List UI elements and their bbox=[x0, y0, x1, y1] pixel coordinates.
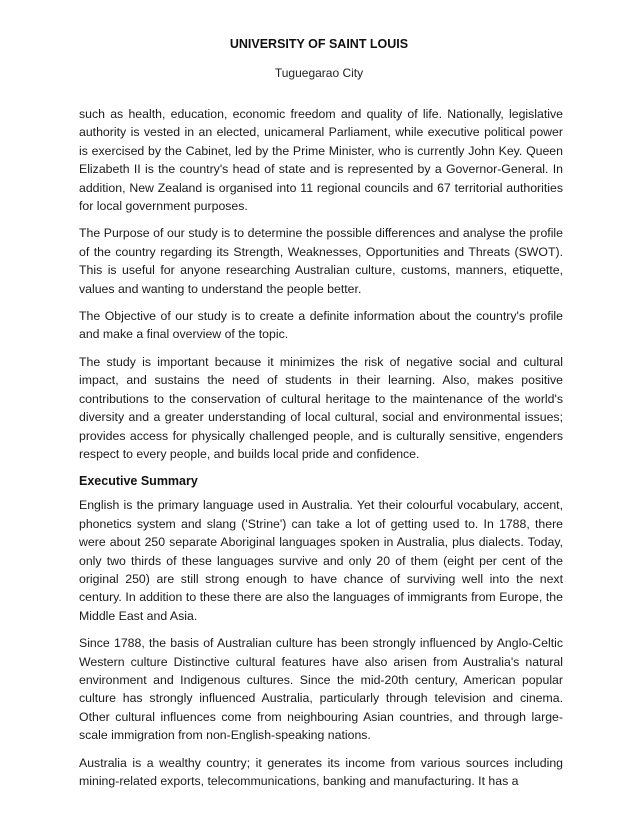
city-subtitle: Tuguegarao City bbox=[274, 66, 364, 80]
paragraph-culture: Since 1788, the basis of Australian culture has been strongly influenced by Anglo-Celtic Western culture Distinctive cultural features have also arisen from Australia's natural environment and Indigenous cultures. Since the mid-20th century, American popular culture has strongly influenced Australia, particularly through television and cinema. Other cultural influences come from neighbouring Asian countries, and through large-scale immigration from non-English-speaking nations. bbox=[79, 636, 563, 743]
paragraph-purpose: The Purpose of our study is to determine the possible differences and analyse the profile of the country regarding its Strength, Weaknesses, Opportunities and Threats (SWOT). This is useful for anyone researching Australian culture, customs, manners, etiquette, values and wanting to understand the people better. bbox=[79, 226, 563, 296]
paragraph-language: English is the primary language used in Australia. Yet their colourful vocabulary, accent, phonetics system and slang ('Strine') can take a lot of getting used to. In 1788, there were about 250 separate Aboriginal languages spoken in Australia, plus dialects. Today, only two thirds of these languages survive and only 20 of them (eight per cent of the original 250) are still strong enough to have chance of surviving well into the next century. In addition to these there are also the languages of immigrants from Europe, the Middle East and Asia. bbox=[79, 498, 563, 623]
paragraph-objective: The Objective of our study is to create a definite information about the country's profile and make a final overview of the topic. bbox=[79, 309, 563, 342]
section-heading-executive-summary: Executive Summary bbox=[79, 474, 198, 489]
university-title: UNIVERSITY OF SAINT LOUIS bbox=[229, 37, 409, 51]
paragraph-governance: such as health, education, economic freedom and quality of life. Nationally, legislative authority is vested in an elected, unicameral Parliament, while executive political power is exercised by the Cabinet, led by the Prime Minister, who is currently John Key. Queen Elizabeth II is the country's head of state and is represented by a Governor-General. In addition, New Zealand is organised into 11 regional councils and 67 territorial authorities for local government purposes. bbox=[79, 107, 563, 214]
document-body bbox=[79, 105, 563, 799]
paragraph-importance: The study is important because it minimizes the risk of negative social and cultural impact, and sustains the need of students in their learning. Also, makes positive contributions to the conservation of cultural heritage to the maintenance of the world's diversity and a greater understanding of local cultural, social and environmental issues; provides access for physically challenged people, and is culturally sensitive, engenders respect to every people, and builds local pride and confidence. bbox=[79, 354, 563, 461]
paragraph-economy: Australia is a wealthy country; it generates its income from various sources including mining-related exports, telecommunications, banking and manufacturing. It has a bbox=[79, 755, 563, 788]
